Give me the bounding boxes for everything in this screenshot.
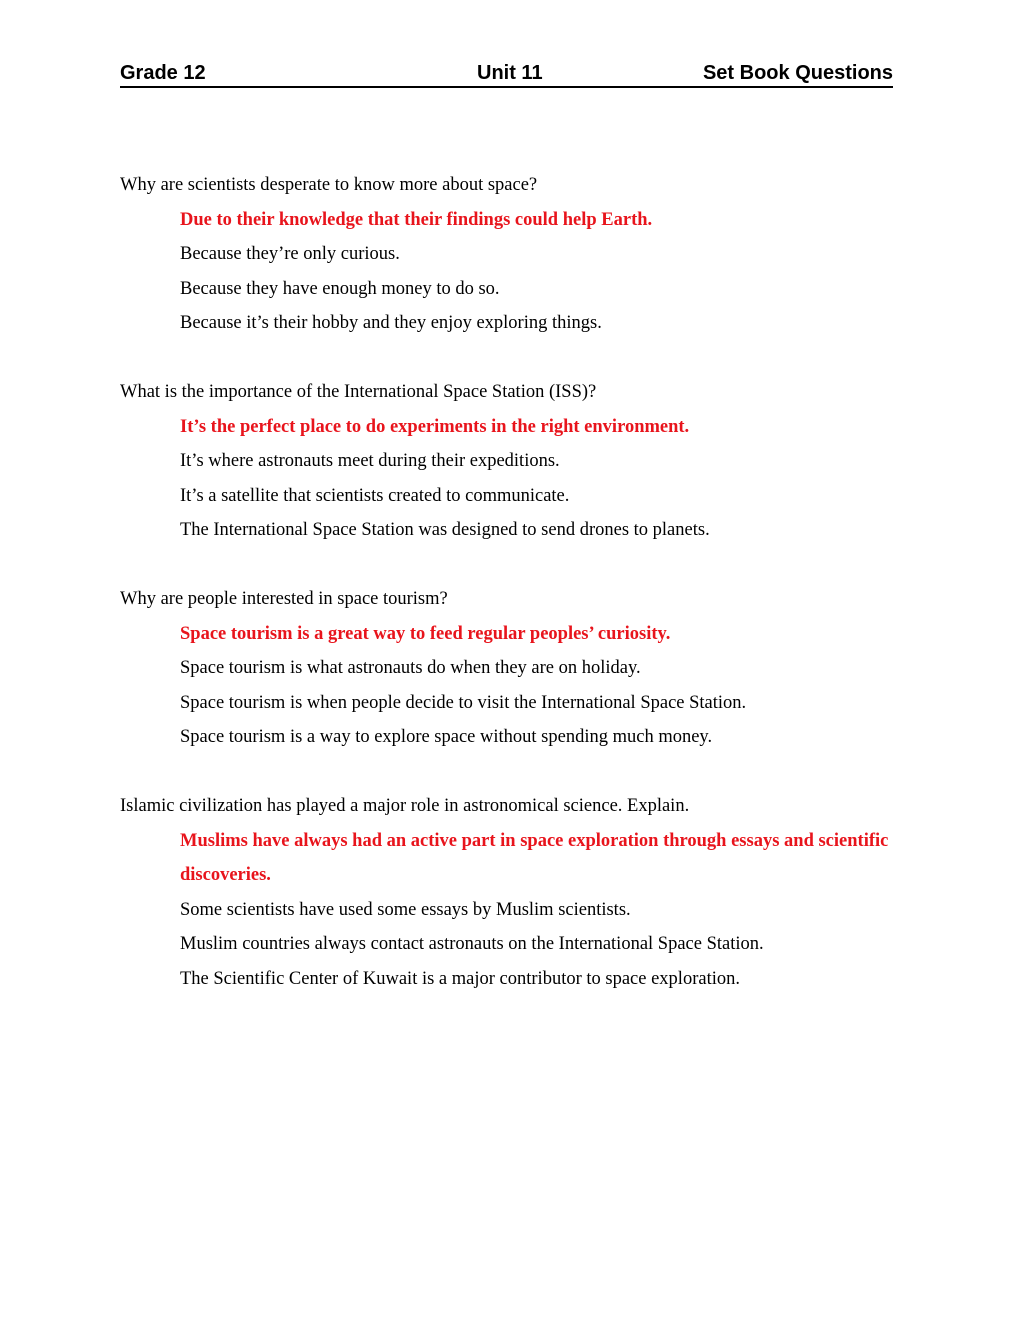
option-item: Space tourism is when people decide to visit the International Space Station.: [180, 692, 747, 713]
option-list: [180, 824, 900, 997]
question-prompt: Islamic civilization has played a major role in astronomical science. Explain.: [120, 796, 690, 816]
correct-answer: Due to their knowledge that their findings could help Earth.: [180, 209, 653, 230]
option-item: Because they’re only curious.: [180, 244, 400, 264]
option-item: The Scientific Center of Kuwait is a major contributor to space exploration.: [180, 968, 740, 989]
option-item: Space tourism is a way to explore space without spending much money.: [180, 727, 713, 747]
option-item: The International Space Station was designed to send drones to planets.: [180, 520, 710, 540]
option-list: [180, 617, 900, 755]
correct-answer: Muslims have always had an active part in space exploration through essays and scientific discoveries.: [180, 830, 889, 885]
option-item: Because it’s their hobby and they enjoy exploring things.: [180, 313, 602, 333]
option-item: Muslim countries always contact astronauts on the International Space Station.: [180, 934, 764, 954]
question-prompt: Why are scientists desperate to know more about space?: [120, 175, 538, 195]
option-list: [180, 203, 900, 341]
header-grade: Grade 12: [120, 62, 206, 84]
option-item: Space tourism is what astronauts do when they are on holiday.: [180, 658, 641, 678]
correct-answer: Space tourism is a great way to feed regular peoples’ curiosity.: [180, 623, 671, 644]
option-item: Because they have enough money to do so.: [180, 278, 500, 299]
question-prompt: What is the importance of the International Space Station (ISS)?: [120, 382, 597, 402]
option-item: Some scientists have used some essays by Muslim scientists.: [180, 899, 631, 920]
header-unit: Unit 11: [477, 62, 543, 84]
header-title: Set Book Questions: [702, 62, 893, 84]
option-item: It’s a satellite that scientists created to communicate.: [180, 485, 570, 506]
correct-answer: It’s the perfect place to do experiments in the right environment.: [180, 416, 690, 437]
question-prompt: Why are people interested in space tourism?: [120, 589, 448, 609]
page-header: [120, 60, 893, 88]
option-item: It’s where astronauts meet during their expeditions.: [180, 451, 560, 471]
question-list: [120, 168, 900, 1031]
option-list: [180, 410, 900, 548]
